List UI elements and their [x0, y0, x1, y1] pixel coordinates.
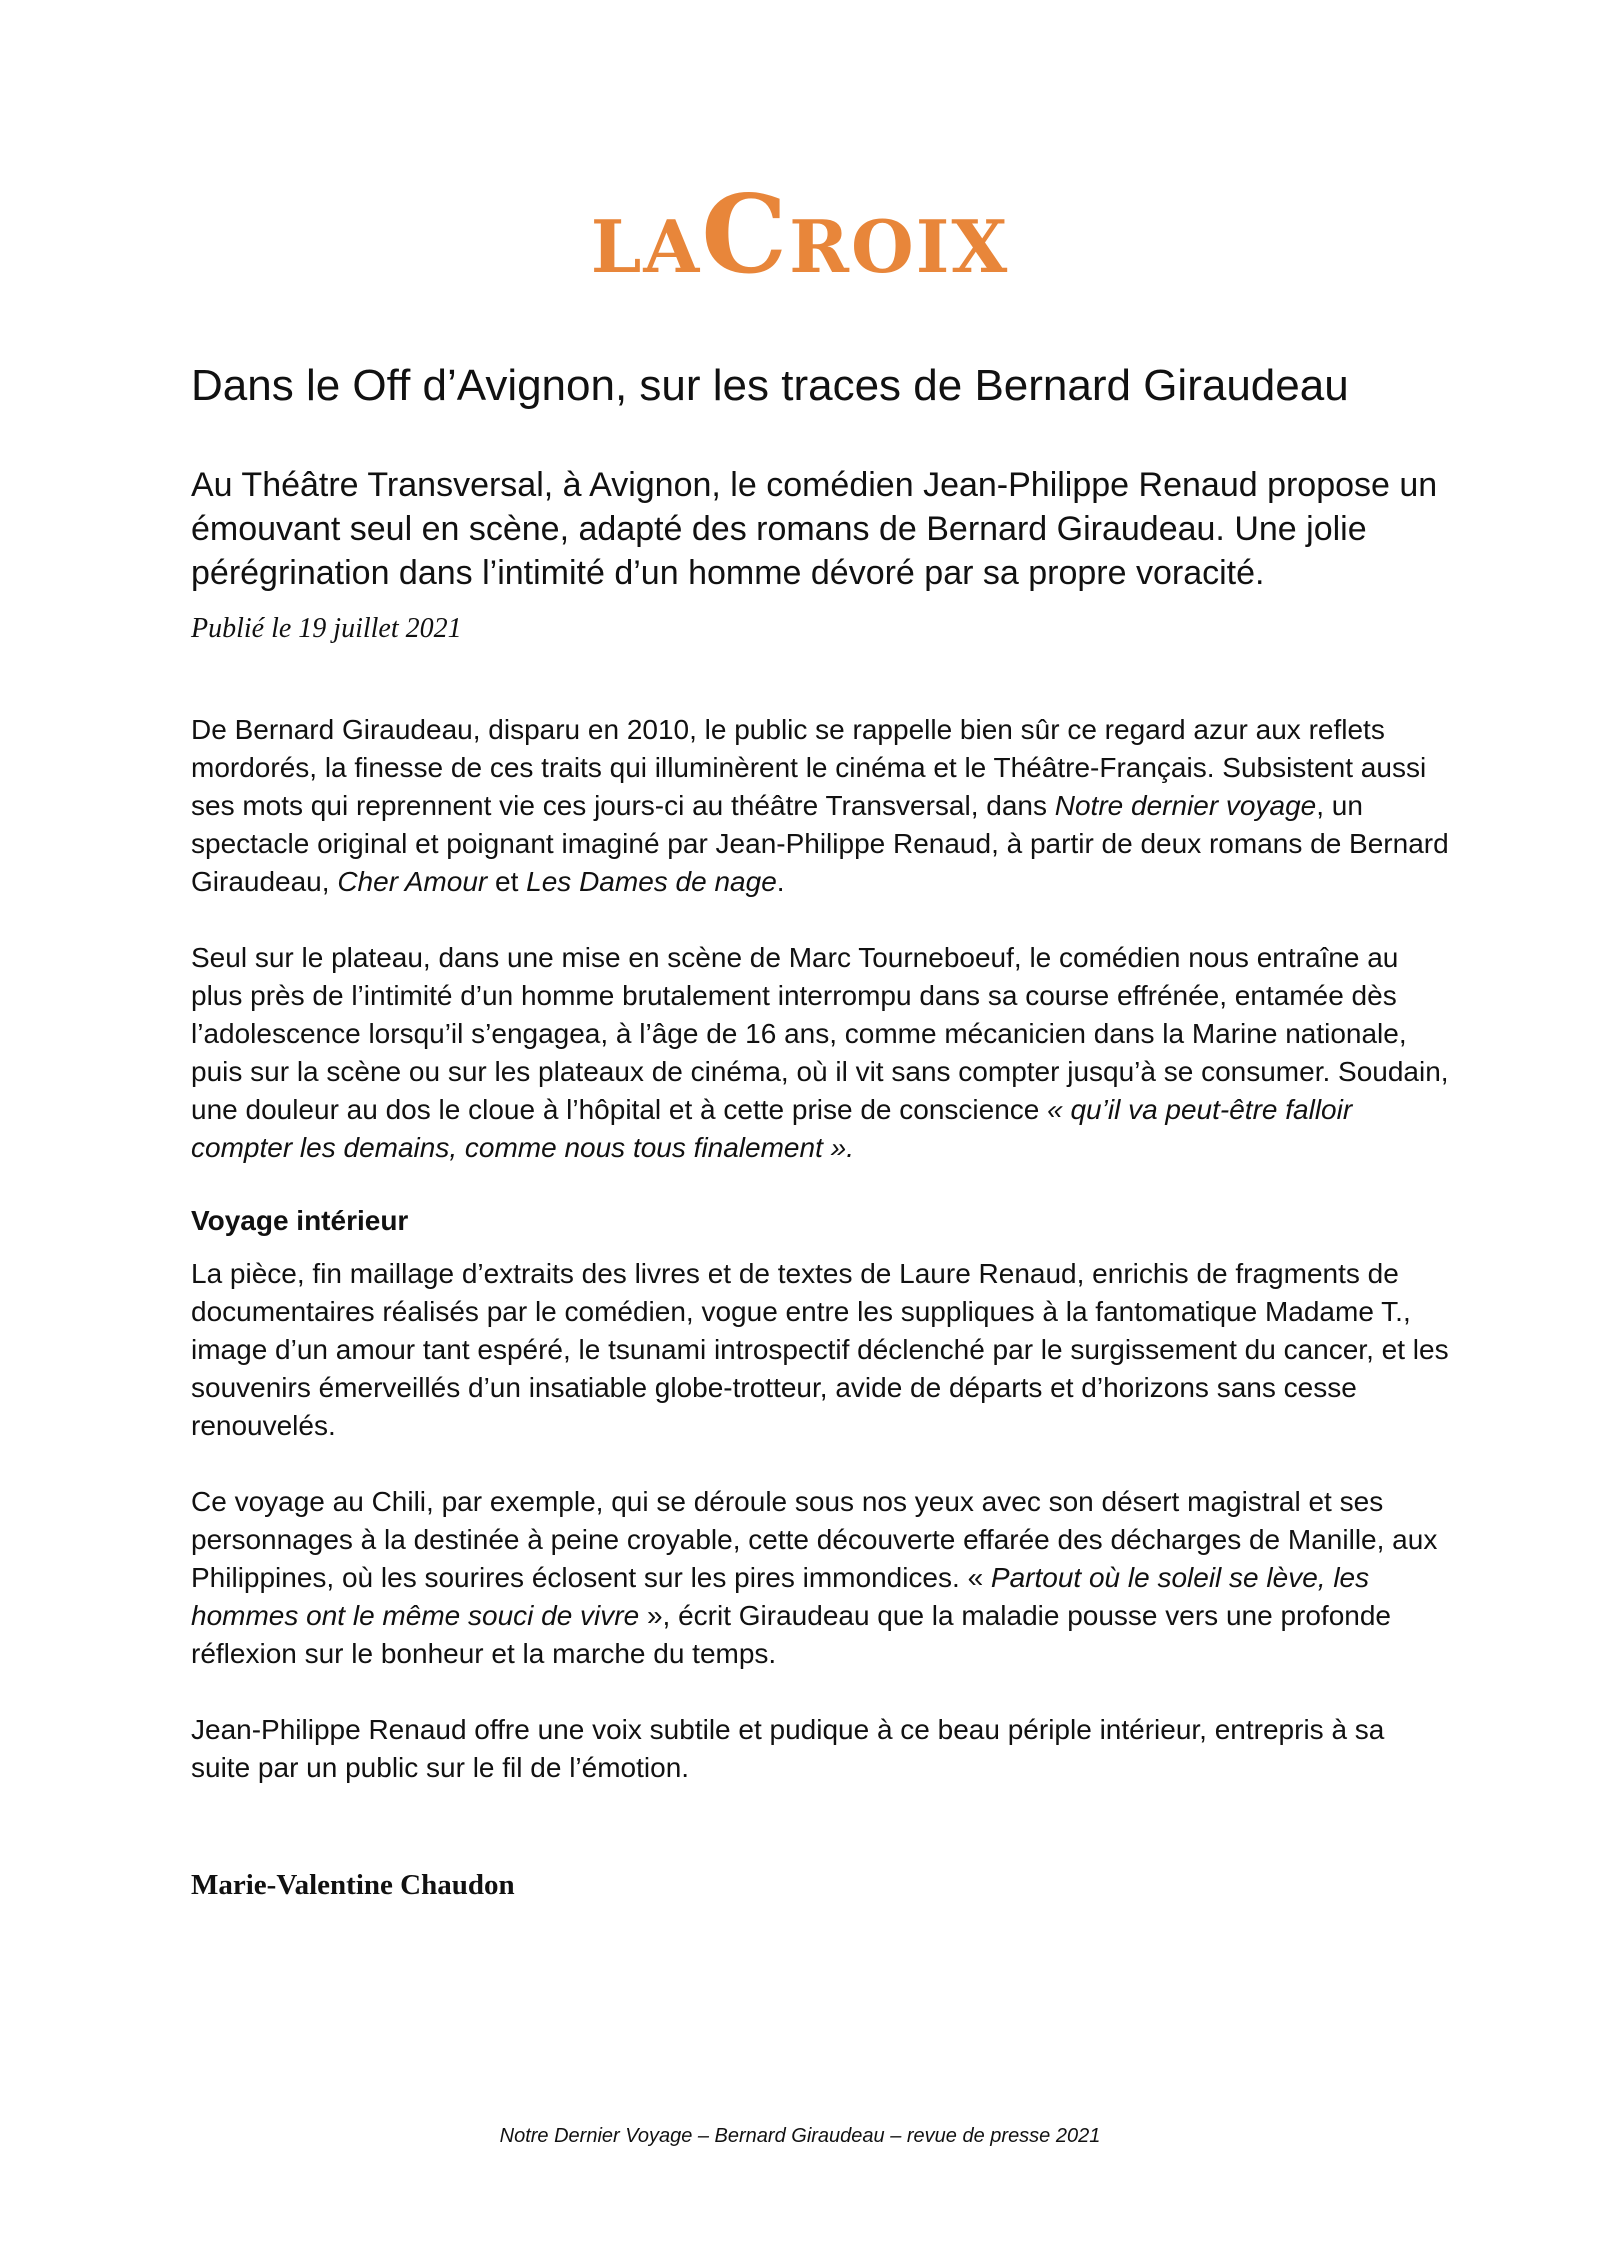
- logo-roix: ROIX: [789, 204, 1010, 289]
- author-name: Marie-Valentine Chaudon: [191, 1868, 515, 1901]
- section-subtitle: Voyage intérieur: [191, 1204, 409, 1236]
- paragraph-3: La pièce, fin maillage d’extraits des livres et de textes de Laure Renaud, enrichis de fragments de documentaires réalisés par le comédien, vogue entre les suppliques à la fantomatique Madame T., image d’un amour tant espéré, le tsunami introspectif déclenché par le surgissement du cancer, et les souvenirs émerveillés d’un insatiable globe-trotteur, avide de départs et d’horizons sans cesse renouvelés.: [191, 1257, 1449, 1441]
- page-footer: Notre Dernier Voyage – Bernard Giraudeau – revue de presse 2021: [499, 2125, 1101, 2147]
- paragraph-4: Ce voyage au Chili, par exemple, qui se déroule sous nos yeux avec son désert magistral et ses personnages à la destinée à peine croyable, cette découverte effarée des décharges de Manille, aux Philippines, où les sourires éclosent sur les pires immondices. « Partout où le soleil se lève, les hommes ont le même souci de vivre », écrit Giraudeau que la maladie pousse vers une profonde réflexion sur le bonheur et la marche du temps.: [191, 1485, 1438, 1669]
- article-lead: Au Théâtre Transversal, à Avignon, le comédien Jean-Philippe Renaud propose un émouvant seul en scène, adapté des romans de Bernard Giraudeau. Une jolie pérégrination dans l’intimité d’un homme dévoré par sa propre voracité.: [191, 465, 1438, 592]
- publication-date: Publié le 19 juillet 2021: [191, 612, 462, 644]
- paragraph-1: De Bernard Giraudeau, disparu en 2010, le public se rappelle bien sûr ce regard azur aux reflets mordorés, la finesse de ces traits qui illuminèrent le cinéma et le Théâtre-Français. Subsistent aussi ses mots qui reprennent vie ces jours-ci au théâtre Transversal, dans Notre dernier voyage, un spectacle original et poignant imaginé par Jean-Philippe Renaud, à partir de deux romans de Bernard Giraudeau, Cher Amour et Les Dames de nage.: [191, 713, 1449, 897]
- logo-la: LA: [590, 204, 702, 289]
- la-croix-logo: [0, 172, 1600, 298]
- logo-c: C: [701, 172, 790, 298]
- article-title: Dans le Off d’Avignon, sur les traces de Bernard Giraudeau: [191, 361, 1349, 410]
- article: [191, 360, 1451, 1902]
- paragraph-2: Seul sur le plateau, dans une mise en scène de Marc Tourneboeuf, le comédien nous entraîne au plus près de l’intimité d’un homme brutalement interrompu dans sa course effrénée, entamée dès l’adolescence lorsqu’il s’engagea, à l’âge de 16 ans, comme mécanicien dans la Marine nationale, puis sur la scène ou sur les plateaux de cinéma, où il vit sans compter jusqu’à se consumer. Soudain, une douleur au dos le cloue à l’hôpital et à cette prise de conscience « qu’il va peut-être falloir compter les demains, comme nous tous finalement ».: [191, 941, 1449, 1163]
- paragraph-5: Jean-Philippe Renaud offre une voix subtile et pudique à ce beau périple intérieur, entrepris à sa suite par un public sur le fil de l’émotion.: [191, 1713, 1385, 1783]
